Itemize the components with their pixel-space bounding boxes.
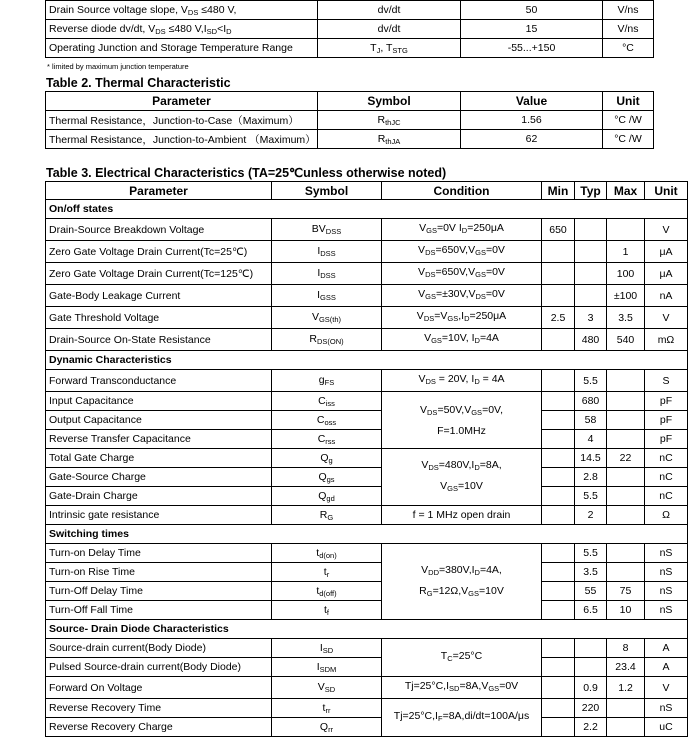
unit-cell: nC <box>645 487 688 506</box>
header-symbol: Symbol <box>272 182 382 200</box>
section-title: Dynamic Characteristics <box>46 351 688 370</box>
min-cell <box>542 430 575 449</box>
subscript: SD <box>449 684 460 693</box>
unit-cell: nS <box>645 544 688 563</box>
typ-cell: 5.5 <box>575 370 607 392</box>
table-row <box>46 677 688 699</box>
subscript: GS <box>426 226 437 235</box>
unit-cell: A <box>645 658 688 677</box>
condition-cell: $V_{DS}=50V,V_{GS}=0V$, F=1.0MHz <box>382 392 542 449</box>
unit-cell: S <box>645 370 688 392</box>
symbol-cell: dv/dt <box>318 20 461 39</box>
subscript: D <box>474 336 480 345</box>
subscript: GS <box>425 292 436 301</box>
symbol-cell: $Q_{gs}$ <box>272 468 382 487</box>
min-cell <box>542 582 575 601</box>
max-cell <box>607 487 645 506</box>
parameter-cell: Reverse diode dv/dt, $V_{DS} \le 480$ $V,I_{SD}<I_D$ <box>46 20 318 39</box>
subscript: rr <box>328 724 334 734</box>
subscript: D <box>474 463 480 472</box>
subscript: SD <box>324 685 336 694</box>
condition-cell: $Tj=25^\circ C,I_F=8A,di/dt=100A/\mu s$ <box>382 699 542 737</box>
max-cell <box>607 506 645 525</box>
unit-cell: V/ns <box>603 20 654 39</box>
unit-cell: V <box>645 307 688 329</box>
section-title: Switching times <box>46 525 688 544</box>
subscript: J <box>376 45 381 55</box>
section-title: On/off states <box>46 200 688 219</box>
parameter-cell: Drain-Source Breakdown Voltage <box>46 219 272 241</box>
typ-cell: 220 <box>575 699 607 718</box>
subscript: D <box>474 567 480 577</box>
min-cell <box>542 639 575 658</box>
subscript: rr <box>325 705 331 715</box>
subscript: GS <box>471 407 483 417</box>
max-cell: 8 <box>607 639 645 658</box>
min-cell <box>542 658 575 677</box>
symbol-cell: $V_{GS(th)}$ <box>272 307 382 329</box>
table-row <box>46 307 688 329</box>
unit-cell: Ω <box>645 506 688 525</box>
header-parameter: Parameter <box>46 92 318 111</box>
value-cell: -55...+150 <box>461 39 603 58</box>
parameter-cell: Total Gate Charge <box>46 449 272 468</box>
header-max: Max <box>607 182 645 200</box>
max-cell: 3.5 <box>607 307 645 329</box>
table-row <box>46 263 688 285</box>
parameter-cell: Forward Transconductance <box>46 370 272 392</box>
max-cell <box>607 411 645 430</box>
table-row <box>46 468 688 487</box>
symbol-cell: $R_{thJA}$ <box>318 130 461 149</box>
header-symbol: Symbol <box>318 92 461 111</box>
unit-cell: nS <box>645 563 688 582</box>
header-min: Min <box>542 182 575 200</box>
symbol-cell: $C_{oss}$ <box>272 411 382 430</box>
subscript: GS <box>475 270 486 279</box>
typ-cell: 2.8 <box>575 468 607 487</box>
symbol-cell: $t_f$ <box>272 601 382 620</box>
parameter-cell: Input Capacitance <box>46 392 272 411</box>
table-row <box>46 506 688 525</box>
table-row <box>46 241 688 263</box>
condition-cell: $V_{DS} = 20V$, $I_D = 4A$ <box>382 370 542 392</box>
value-cell: 62 <box>461 130 603 149</box>
header-condition: Condition <box>382 182 542 200</box>
typ-cell: 14.5 <box>575 449 607 468</box>
typ-cell: 3.5 <box>575 563 607 582</box>
subscript: GS <box>447 484 459 493</box>
symbol-cell: $g_{FS}$ <box>272 370 382 392</box>
min-cell <box>542 449 575 468</box>
unit-cell: pF <box>645 411 688 430</box>
symbol-cell: $I_{DSS}$ <box>272 263 382 285</box>
subscript: DS <box>425 248 436 257</box>
table-row <box>46 411 688 430</box>
symbol-cell: $t_{rr}$ <box>272 699 382 718</box>
subscript: GS <box>475 248 486 257</box>
parameter-cell: Turn-Off Delay Time <box>46 582 272 601</box>
symbol-cell: $V_{SD}$ <box>272 677 382 699</box>
subscript: GSS <box>320 293 336 302</box>
subscript: GS <box>431 336 442 345</box>
table-row <box>46 699 688 718</box>
table2-caption: Table 2. Thermal Characteristic <box>46 76 231 90</box>
section-title: Source- Drain Diode Characteristics <box>46 620 688 639</box>
min-cell: 2.5 <box>542 307 575 329</box>
typ-cell <box>575 263 607 285</box>
unit-cell: μA <box>645 263 688 285</box>
parameter-cell: Drain Source voltage slope, $V_{DS} \le 480$ V, <box>46 1 318 20</box>
subscript: DS <box>475 292 486 301</box>
symbol-cell: $I_{SD}$ <box>272 639 382 658</box>
parameter-cell: Gate Threshold Voltage <box>46 307 272 329</box>
parameter-cell: Drain-Source On-State Resistance <box>46 329 272 351</box>
subscript: G <box>426 588 433 598</box>
condition-cell: f = 1 MHz open drain <box>382 506 542 525</box>
table-row <box>46 370 688 392</box>
parameter-cell: Turn-Off Fall Time <box>46 601 272 620</box>
table-row <box>46 718 688 737</box>
symbol-cell: $C_{iss}$ <box>272 392 382 411</box>
subscript: DS <box>427 407 438 417</box>
max-cell <box>607 563 645 582</box>
typ-cell: 680 <box>575 392 607 411</box>
subscript: SDM <box>319 664 337 674</box>
max-cell <box>607 544 645 563</box>
parameter-cell: Source-drain current(Body Diode) <box>46 639 272 658</box>
min-cell <box>542 285 575 307</box>
subscript: DD <box>428 567 439 577</box>
table-row <box>46 601 688 620</box>
typ-cell: 4 <box>575 430 607 449</box>
unit-cell: nC <box>645 449 688 468</box>
table-row <box>46 430 688 449</box>
subscript: STG <box>392 45 408 55</box>
typ-cell <box>575 219 607 241</box>
table-row <box>46 487 688 506</box>
table-row <box>46 563 688 582</box>
subscript: DSS <box>325 227 342 236</box>
subscript: D <box>474 377 480 386</box>
condition-cell: $V_{GS}=0V$ $I_D=250\mu A$ <box>382 219 542 241</box>
table-row <box>46 20 654 39</box>
condition-cell: $V_{DS}=480V,I_D=8A$, $V_{GS}=10V$ <box>382 449 542 506</box>
min-cell <box>542 677 575 699</box>
condition-cell: $Tj=25^\circ C,I_{SD}=8A,V_{GS}=0V$ <box>382 677 542 699</box>
section-row <box>46 200 688 219</box>
absolute-max-table <box>45 0 654 58</box>
unit-cell: μA <box>645 241 688 263</box>
symbol-cell: $t_{d(on)}$ <box>272 544 382 563</box>
symbol-cell: $Q_g$ <box>272 449 382 468</box>
parameter-cell: Gate-Body Leakage Current <box>46 285 272 307</box>
symbol-cell: dv/dt <box>318 1 461 20</box>
table-row <box>46 219 688 241</box>
electrical-table <box>45 181 688 737</box>
typ-cell: 5.5 <box>575 544 607 563</box>
typ-cell: 480 <box>575 329 607 351</box>
subscript: r <box>326 569 330 579</box>
subscript: GS <box>488 684 500 693</box>
section-row <box>46 620 688 639</box>
condition-cell: $V_{GS}=10V$, $I_D=4A$ <box>382 329 542 351</box>
min-cell <box>542 263 575 285</box>
subscript: gs <box>326 474 335 484</box>
max-cell <box>607 219 645 241</box>
typ-cell: 55 <box>575 582 607 601</box>
symbol-cell: $I_{DSS}$ <box>272 241 382 263</box>
unit-cell: nC <box>645 468 688 487</box>
unit-cell: pF <box>645 392 688 411</box>
max-cell: 540 <box>607 329 645 351</box>
subscript: gd <box>326 493 335 503</box>
parameter-cell: Reverse Recovery Time <box>46 699 272 718</box>
subscript: D <box>226 26 232 36</box>
subscript: FS <box>324 378 335 387</box>
datasheet-page <box>45 0 678 737</box>
subscript: C <box>447 654 453 663</box>
parameter-cell: Zero Gate Voltage Drain Current(Tc=125℃) <box>46 263 272 285</box>
unit-cell: V/ns <box>603 1 654 20</box>
value-cell: 50 <box>461 1 603 20</box>
typ-cell: 3 <box>575 307 607 329</box>
unit-cell: °C /W <box>603 111 654 130</box>
parameter-cell: Thermal Resistance，Junction-to-Ambient （Maximum） <box>46 130 318 149</box>
condition-cell: $V_{DD}=380V,I_D=4A$, $R_G=12\Omega,V_{GS}=10V$ <box>382 544 542 620</box>
subscript: f <box>326 607 329 617</box>
typ-cell: 5.5 <box>575 487 607 506</box>
symbol-cell: $BV_{DSS}$ <box>272 219 382 241</box>
symbol-cell: $I_{SDM}$ <box>272 658 382 677</box>
section-row <box>46 351 688 370</box>
parameter-cell: Gate-Drain Charge <box>46 487 272 506</box>
max-cell: 23.4 <box>607 658 645 677</box>
max-cell: 10 <box>607 601 645 620</box>
max-cell <box>607 468 645 487</box>
min-cell <box>542 392 575 411</box>
typ-cell <box>575 658 607 677</box>
symbol-cell: $t_r$ <box>272 563 382 582</box>
subscript: DS <box>155 26 166 36</box>
thermal-table <box>45 91 654 149</box>
subscript: d(off) <box>319 588 337 598</box>
subscript: D <box>461 226 468 235</box>
subscript: DS <box>187 7 199 17</box>
min-cell <box>542 699 575 718</box>
header-value: Value <box>461 92 603 111</box>
subscript: DS <box>425 377 436 386</box>
min-cell <box>542 544 575 563</box>
unit-cell: pF <box>645 430 688 449</box>
max-cell <box>607 699 645 718</box>
min-cell: 650 <box>542 219 575 241</box>
parameter-cell: Gate-Source Charge <box>46 468 272 487</box>
condition-cell: $V_{DS}=650V,V_{GS}=0V$ <box>382 241 542 263</box>
unit-cell: °C <box>603 39 654 58</box>
subscript: F <box>437 714 443 723</box>
min-cell <box>542 718 575 737</box>
unit-cell: nS <box>645 601 688 620</box>
symbol-cell: $R_{DS(ON)}$ <box>272 329 382 351</box>
max-cell <box>607 392 645 411</box>
max-cell: 1.2 <box>607 677 645 699</box>
unit-cell: nA <box>645 285 688 307</box>
unit-cell: °C /W <box>603 130 654 149</box>
parameter-cell: Reverse Recovery Charge <box>46 718 272 737</box>
min-cell <box>542 506 575 525</box>
symbol-cell: $R_{thJC}$ <box>318 111 461 130</box>
table-row <box>46 111 654 130</box>
symbol-cell: $R_G$ <box>272 506 382 525</box>
max-cell: 22 <box>607 449 645 468</box>
min-cell <box>542 411 575 430</box>
typ-cell: 2 <box>575 506 607 525</box>
min-cell <box>542 563 575 582</box>
subscript: DS <box>425 270 436 279</box>
parameter-cell: Zero Gate Voltage Drain Current(Tc=25℃) <box>46 241 272 263</box>
max-cell <box>607 370 645 392</box>
symbol-cell: $T_J$, $T_{STG}$ <box>318 39 461 58</box>
typ-cell: 6.5 <box>575 601 607 620</box>
subscript: DS <box>428 463 439 472</box>
parameter-cell: Reverse Transfer Capacitance <box>46 430 272 449</box>
subscript: g <box>328 455 333 465</box>
table-row <box>46 449 688 468</box>
subscript: DSS <box>320 271 336 280</box>
subscript: DS(ON) <box>316 337 344 346</box>
parameter-cell: Thermal Resistance，Junction-to-Case（Maximum） <box>46 111 318 130</box>
max-cell: 1 <box>607 241 645 263</box>
header-parameter: Parameter <box>46 182 272 200</box>
unit-cell: V <box>645 219 688 241</box>
table-row <box>46 285 688 307</box>
table3-caption: Table 3. Electrical Characteristics (TA=25℃unless otherwise noted) <box>46 166 447 180</box>
section-row <box>46 525 688 544</box>
max-cell: 75 <box>607 582 645 601</box>
subscript: GS <box>468 588 480 598</box>
min-cell <box>542 241 575 263</box>
condition-cell: $T_C=25^\circ C$ <box>382 639 542 677</box>
value-cell: 1.56 <box>461 111 603 130</box>
value-cell: 15 <box>461 20 603 39</box>
min-cell <box>542 487 575 506</box>
typ-cell <box>575 285 607 307</box>
unit-cell: uC <box>645 718 688 737</box>
subscript: thJA <box>385 136 401 146</box>
parameter-cell: Intrinsic gate resistance <box>46 506 272 525</box>
parameter-cell: Pulsed Source-drain current(Body Diode) <box>46 658 272 677</box>
typ-cell: 58 <box>575 411 607 430</box>
max-cell: 100 <box>607 263 645 285</box>
min-cell <box>542 329 575 351</box>
subscript: rss <box>325 436 336 446</box>
parameter-cell: Forward On Voltage <box>46 677 272 699</box>
min-cell <box>542 468 575 487</box>
table-row <box>46 1 654 20</box>
table-row <box>46 582 688 601</box>
condition-cell: $V_{GS}=\pm 30V,V_{DS}=0V$ <box>382 285 542 307</box>
max-cell: ±100 <box>607 285 645 307</box>
symbol-cell: $Q_{rr}$ <box>272 718 382 737</box>
condition-cell: $V_{DS}=650V,V_{GS}=0V$ <box>382 263 542 285</box>
parameter-cell: Turn-on Delay Time <box>46 544 272 563</box>
subscript: GS(th) <box>318 315 342 324</box>
subscript: GS <box>447 314 459 323</box>
max-cell <box>607 430 645 449</box>
symbol-cell: $Q_{gd}$ <box>272 487 382 506</box>
header-unit: Unit <box>603 92 654 111</box>
subscript: d(on) <box>319 550 337 560</box>
subscript: DS <box>423 314 435 323</box>
header-typ: Typ <box>575 182 607 200</box>
table-row <box>46 329 688 351</box>
min-cell <box>542 370 575 392</box>
max-cell <box>607 718 645 737</box>
parameter-cell: Output Capacitance <box>46 411 272 430</box>
typ-cell: 0.9 <box>575 677 607 699</box>
condition-cell: $V_{DS}=V_{GS},I_D=250\mu A$ <box>382 307 542 329</box>
footnote: * limited by maximum junction temperature <box>47 62 189 71</box>
subscript: thJC <box>385 117 401 127</box>
table-row <box>46 544 688 563</box>
parameter-cell: Turn-on Rise Time <box>46 563 272 582</box>
subscript: SD <box>322 645 334 655</box>
subscript: G <box>327 512 334 522</box>
unit-cell: nS <box>645 582 688 601</box>
unit-cell: mΩ <box>645 329 688 351</box>
table-row <box>46 392 688 411</box>
table-row <box>46 130 654 149</box>
subscript: DSS <box>320 249 336 258</box>
table-row <box>46 658 688 677</box>
subscript: SD <box>206 26 218 36</box>
typ-cell <box>575 241 607 263</box>
parameter-cell: Operating Junction and Storage Temperature Range <box>46 39 318 58</box>
symbol-cell: $t_{d(off)}$ <box>272 582 382 601</box>
subscript: oss <box>324 417 337 427</box>
unit-cell: A <box>645 639 688 658</box>
subscript: iss <box>325 398 335 408</box>
typ-cell: 2.2 <box>575 718 607 737</box>
symbol-cell: $C_{rss}$ <box>272 430 382 449</box>
unit-cell: V <box>645 677 688 699</box>
header-unit: Unit <box>645 182 688 200</box>
typ-cell <box>575 639 607 658</box>
table-row <box>46 39 654 58</box>
subscript: D <box>464 314 470 323</box>
table-row <box>46 639 688 658</box>
min-cell <box>542 601 575 620</box>
symbol-cell: $I_{GSS}$ <box>272 285 382 307</box>
unit-cell: nS <box>645 699 688 718</box>
